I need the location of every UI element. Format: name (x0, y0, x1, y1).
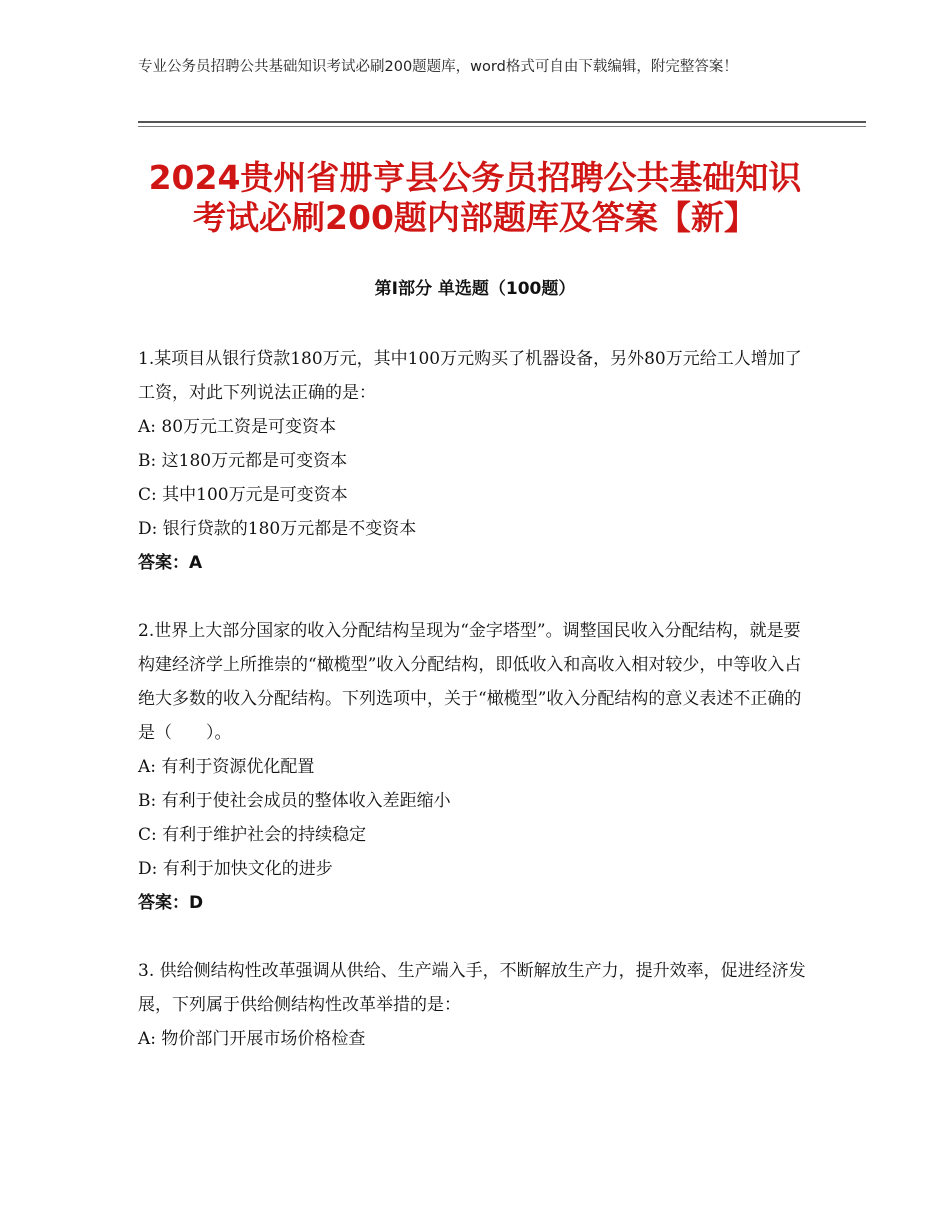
option-c: C: 其中100万元是可变资本 (138, 485, 348, 505)
question-stem: 2.世界上大部分国家的收入分配结构呈现为“金字塔型”。调整国民收入分配结构，就是要构建经济学上所推崇的“橄榄型”收入分配结构，即低收入和高收入相对较少，中等收入占绝大多数的收入分配结构。下列选项中，关于“橄榄型”收入分配结构的意义表述不正确的是（ ）。 (138, 621, 802, 743)
question-stem: 1.某项目从银行贷款180万元，其中100万元购买了机器设备，另外80万元给工人增加了工资，对此下列说法正确的是： (138, 349, 802, 403)
document-title-line-2: 考试必刷200题内部题库及答案【新】 (193, 198, 757, 237)
option-d: D: 银行贷款的180万元都是不变资本 (138, 519, 417, 539)
question-3 (138, 954, 812, 1056)
section-heading: 第Ⅰ部分 单选题（100题） (374, 279, 576, 299)
option-d: D: 有利于加快文化的进步 (138, 859, 333, 879)
option-a: A: 80万元工资是可变资本 (138, 417, 337, 437)
option-a: A: 物价部门开展市场价格检查 (138, 1029, 366, 1049)
document-title-line-1: 2024贵州省册亨县公务员招聘公共基础知识 (148, 158, 802, 197)
option-c: C: 有利于维护社会的持续稳定 (138, 825, 367, 845)
question-1 (138, 342, 812, 580)
header-divider-thick (138, 121, 866, 123)
answer-label: 答案：A (138, 553, 203, 573)
answer-label: 答案：D (138, 893, 204, 913)
question-stem: 3. 供给侧结构性改革强调从供给、生产端入手，不断解放生产力，提升效率，促进经济发展，下列属于供给侧结构性改革举措的是： (138, 961, 806, 1015)
question-list (138, 342, 812, 1090)
question-2 (138, 614, 812, 920)
option-b: B: 这180万元都是可变资本 (138, 451, 348, 471)
document-title (100, 158, 850, 238)
option-b: B: 有利于使社会成员的整体收入差距缩小 (138, 791, 451, 811)
header-note: 专业公务员招聘公共基础知识考试必刷200题题库，word格式可自由下载编辑，附完整答案！ (138, 59, 738, 75)
option-a: A: 有利于资源优化配置 (138, 757, 315, 777)
header-divider-thin (138, 126, 866, 127)
